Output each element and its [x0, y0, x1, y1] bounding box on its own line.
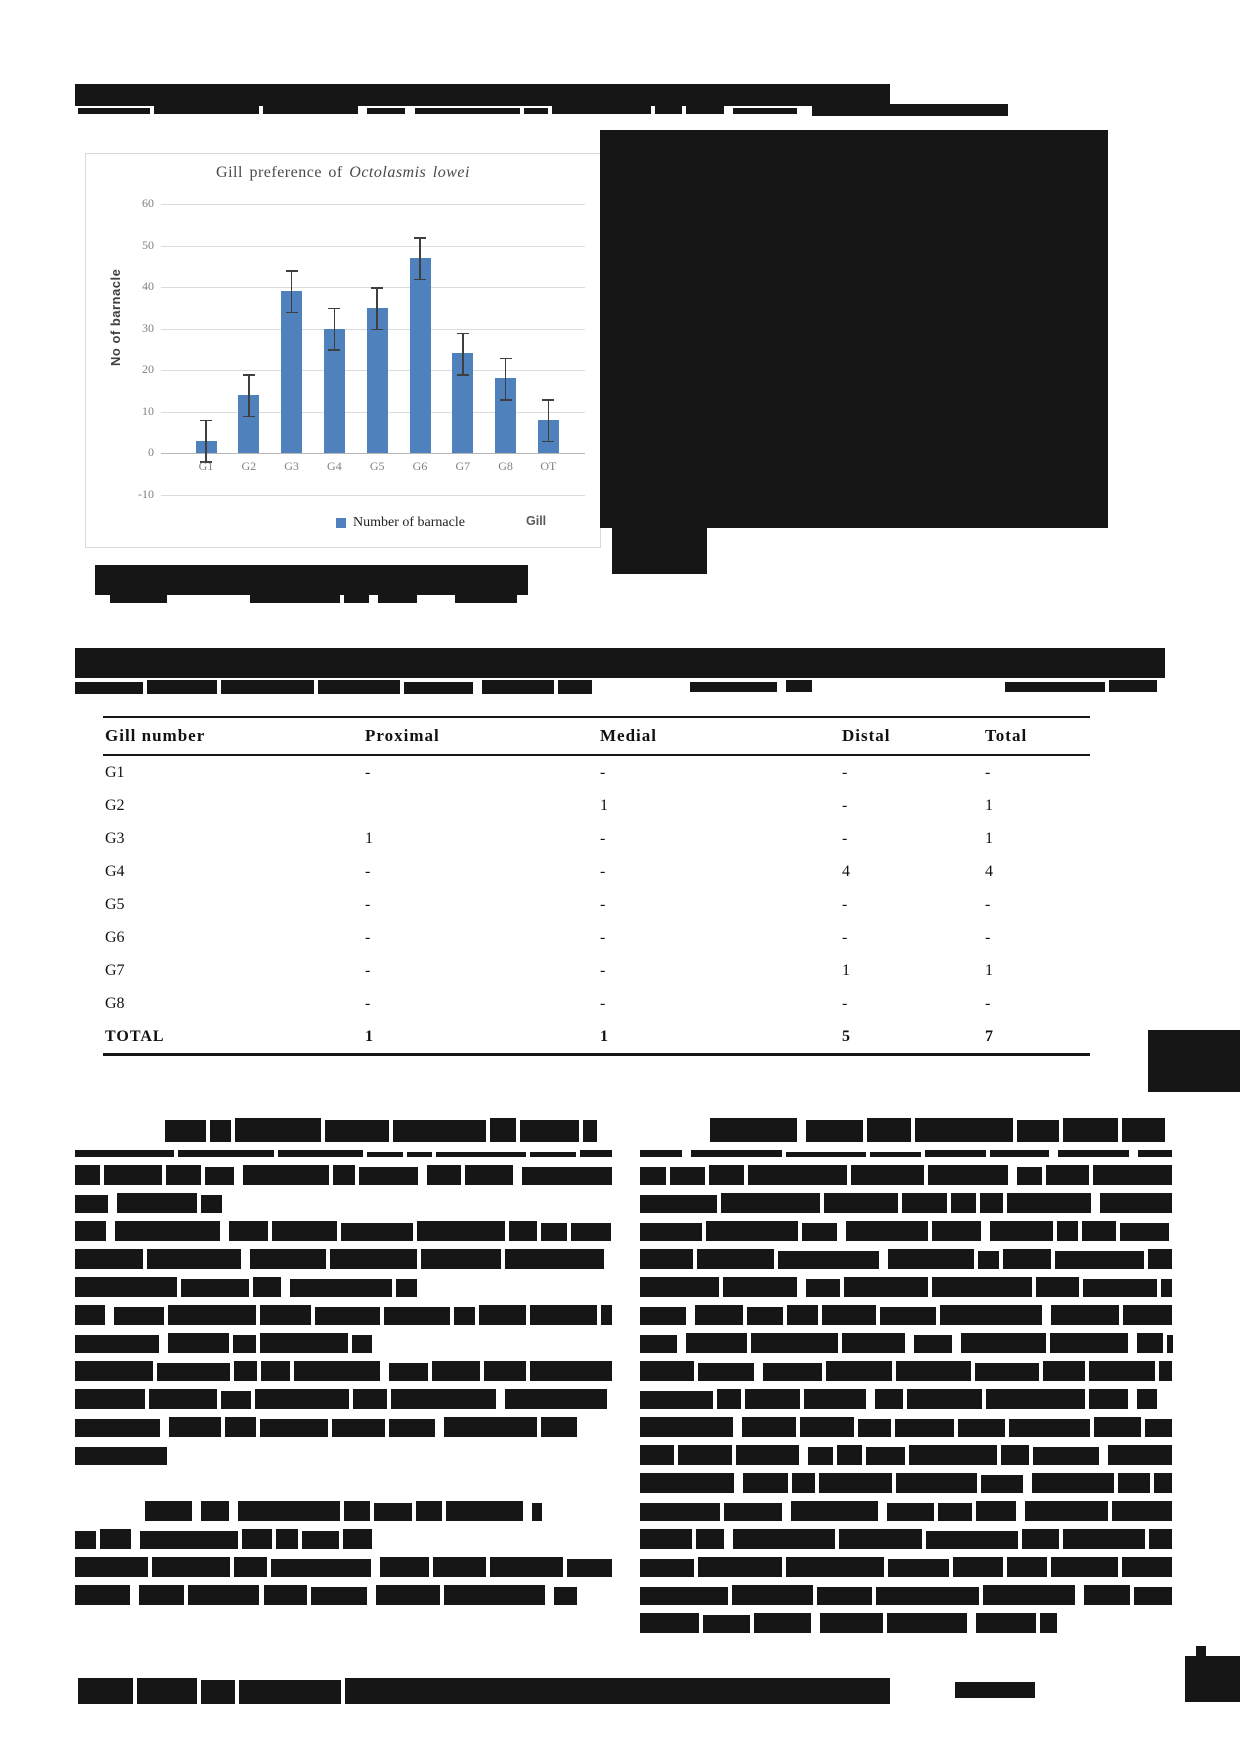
chart-title-plain: Gill preference of [216, 164, 343, 181]
redacted-text-line [640, 1501, 1175, 1521]
redacted-text-line [75, 1529, 375, 1549]
redacted-footer [78, 1678, 345, 1704]
redacted-footer-square [1196, 1646, 1206, 1658]
table-cell: - [985, 928, 991, 946]
redacted-text-line [75, 1585, 580, 1605]
row-label: G1 [105, 763, 125, 781]
table-cell: 5 [842, 1027, 851, 1045]
table-cell: 1 [600, 1027, 609, 1045]
table-cell: - [600, 961, 606, 979]
table-cell: - [985, 763, 991, 781]
redacted-text-line [75, 1165, 615, 1185]
legend-label: Number of barnacle [353, 515, 465, 530]
x-tick-label-G4: G4 [327, 459, 342, 473]
table-cell: 1 [365, 829, 373, 847]
redacted-footer [955, 1682, 1035, 1698]
error-cap-G6-low [414, 279, 426, 281]
table-cell: - [600, 862, 606, 880]
table-cell: - [365, 895, 371, 913]
figure-bar-chart [85, 153, 601, 548]
redacted-text-line [75, 1305, 615, 1325]
redacted-text-line [640, 1305, 1175, 1325]
x-tick-label-OT: OT [540, 459, 557, 473]
error-cap-G5-high [371, 287, 383, 289]
table-cell: - [842, 994, 848, 1012]
plot-area [86, 154, 600, 547]
redacted-page-title [75, 84, 890, 106]
gridline-y-10 [161, 495, 585, 496]
table-cell: - [600, 895, 606, 913]
redacted-text-line [640, 1361, 1175, 1381]
redacted-text-line [640, 1445, 1175, 1465]
redacted-figure-caption [110, 595, 170, 603]
x-tick-label-G8: G8 [498, 459, 513, 473]
table-cell: - [842, 763, 848, 781]
redacted-footer-square [1185, 1656, 1240, 1702]
error-bar-G3 [291, 270, 293, 312]
x-tick-label-G2: G2 [241, 459, 257, 473]
table-cell: - [985, 895, 991, 913]
redacted-text-line [640, 1473, 1175, 1493]
table-row-G1 [103, 756, 1090, 789]
redacted-text-line [75, 1417, 580, 1437]
redacted-text-line [640, 1389, 1160, 1409]
chart-legend [336, 515, 465, 531]
table-cell: - [842, 829, 848, 847]
table-row-G4 [103, 855, 1090, 888]
table-cell: 1 [985, 796, 993, 814]
table-header-row [103, 718, 1090, 756]
redacted-figure-caption [455, 595, 520, 603]
redacted-table-caption [690, 680, 815, 692]
redacted-page-title [812, 104, 1008, 116]
table-row-G3 [103, 822, 1090, 855]
error-bar-OT [548, 399, 550, 441]
table-cell: 1 [985, 961, 993, 979]
x-tick-label-G1: G1 [198, 459, 214, 473]
redacted-page-title-underline [415, 106, 800, 114]
redacted-text-line [75, 1193, 225, 1213]
redacted-section-heading [165, 1118, 600, 1142]
bar-G6 [410, 258, 431, 453]
row-label: G8 [105, 994, 125, 1012]
redacted-page-title-underline [78, 106, 408, 114]
error-cap-G1-high [200, 420, 212, 422]
y-tick-label-10: 10 [142, 403, 154, 418]
error-bar-G7 [462, 333, 464, 375]
error-bar-G4 [334, 308, 336, 350]
gridline-y60 [161, 204, 585, 205]
row-label: G4 [105, 862, 125, 880]
table-header-medial: Medial [600, 726, 657, 745]
redacted-paragraph-block [612, 528, 707, 574]
table-cell: 1 [600, 796, 608, 814]
redacted-text-line [640, 1249, 1175, 1269]
redacted-text-line [640, 1193, 1175, 1213]
redacted-text-line [640, 1557, 1175, 1577]
redacted-text-line [640, 1585, 1175, 1605]
redacted-table-caption [75, 648, 1165, 678]
y-tick-label-20: 20 [142, 362, 154, 376]
error-cap-G4-low [328, 349, 340, 351]
redacted-table-caption [75, 680, 595, 694]
redacted-text-line [75, 1221, 615, 1241]
error-cap-OT-low [542, 441, 554, 443]
table-cell: - [600, 763, 606, 781]
redacted-text-line [75, 1361, 615, 1381]
table-header-proximal: Proximal [365, 726, 440, 745]
redacted-text-line [640, 1333, 1175, 1353]
redacted-table-caption [1005, 680, 1160, 692]
y-tick-label-60: 60 [142, 196, 154, 210]
error-cap-OT-high [542, 399, 554, 401]
redacted-text-line [75, 1557, 615, 1577]
table-cell: - [985, 994, 991, 1012]
error-bar-G6 [419, 237, 421, 279]
error-cap-G2-low [243, 416, 255, 418]
chart-title-species: Octolasmis lowei [349, 164, 470, 181]
row-label: G3 [105, 829, 125, 847]
redacted-text-line [640, 1277, 1175, 1297]
table-row-TOTAL [103, 1020, 1090, 1053]
redacted-paragraph-block [600, 130, 1108, 528]
x-axis-title: Gill [526, 514, 547, 528]
table-cell: - [842, 928, 848, 946]
error-cap-G4-high [328, 308, 340, 310]
error-cap-G8-low [500, 399, 512, 401]
y-axis-title: No of barnacle [108, 268, 123, 366]
error-bar-G1 [205, 420, 207, 462]
table-cell: 7 [985, 1027, 994, 1045]
row-label: G6 [105, 928, 125, 946]
table-cell: 1 [365, 1027, 374, 1045]
redacted-text-line [75, 1249, 615, 1269]
gill-preference-table [103, 716, 1090, 1056]
error-cap-G2-high [243, 374, 255, 376]
redacted-text-line [640, 1150, 1175, 1157]
table-cell: 1 [842, 961, 850, 979]
error-bar-G5 [376, 287, 378, 329]
error-cap-G3-high [286, 270, 298, 272]
y-tick-label-30: 30 [142, 320, 154, 335]
error-cap-G8-high [500, 358, 512, 360]
y-tick-label-0: 0 [148, 445, 154, 459]
x-tick-label-G7: G7 [455, 459, 471, 473]
error-bar-G8 [505, 358, 507, 400]
table-header-gill-number: Gill number [105, 726, 206, 745]
table-cell: 4 [985, 862, 993, 880]
redacted-text-line [640, 1417, 1175, 1437]
table-row-G6 [103, 921, 1090, 954]
redacted-footer [345, 1678, 890, 1704]
redacted-text-line [75, 1389, 615, 1409]
error-cap-G7-low [457, 374, 469, 376]
redacted-text-line [640, 1529, 1175, 1549]
error-bar-G2 [248, 374, 250, 416]
table-cell: - [842, 796, 848, 814]
table-row-G5 [103, 888, 1090, 921]
row-label: G2 [105, 796, 125, 814]
table-cell: - [600, 994, 606, 1012]
redacted-text-line [75, 1333, 375, 1353]
table-row-G2 [103, 789, 1090, 822]
gridline-y0 [161, 453, 585, 454]
x-tick-label-G5: G5 [369, 459, 385, 473]
y-tick-label-40: 40 [142, 279, 154, 293]
table-cell: - [600, 928, 606, 946]
redaction-square [1148, 1030, 1240, 1092]
table-cell: - [365, 994, 371, 1012]
table-cell: - [365, 763, 371, 781]
table-cell: - [365, 862, 371, 880]
redacted-section-heading [710, 1118, 1168, 1142]
table-row-G8 [103, 987, 1090, 1020]
redacted-text-line [75, 1150, 615, 1157]
table-cell: 4 [842, 862, 850, 880]
redacted-text-line [145, 1501, 545, 1521]
bar-G3 [281, 291, 302, 453]
table-header-distal: Distal [842, 726, 891, 745]
table-row-G7 [103, 954, 1090, 987]
redacted-text-line [75, 1445, 170, 1465]
redacted-text-line [640, 1165, 1175, 1185]
y-tick-label-50: 50 [142, 237, 154, 252]
row-label: TOTAL [105, 1027, 165, 1045]
error-cap-G6-high [414, 237, 426, 239]
redacted-text-line [75, 1277, 420, 1297]
table-cell: - [842, 895, 848, 913]
table-cell: 1 [985, 829, 993, 847]
error-cap-G5-low [371, 329, 383, 331]
error-cap-G3-low [286, 312, 298, 314]
redacted-text-line [640, 1613, 1060, 1633]
row-label: G7 [105, 961, 125, 979]
table-cell: - [365, 928, 371, 946]
legend-marker-icon [336, 518, 346, 528]
x-tick-label-G6: G6 [412, 459, 428, 473]
error-cap-G7-high [457, 333, 469, 335]
y-tick-label--10: -10 [138, 486, 154, 501]
redacted-figure-caption [250, 595, 420, 603]
x-tick-label-G3: G3 [284, 459, 299, 473]
row-label: G5 [105, 895, 125, 913]
table-header-total: Total [985, 726, 1028, 745]
table-body [103, 756, 1090, 1056]
redacted-text-line [640, 1221, 1175, 1241]
table-cell: - [600, 829, 606, 847]
gridline-y50 [161, 246, 585, 247]
table-cell: - [365, 961, 371, 979]
redacted-figure-caption [95, 565, 528, 595]
